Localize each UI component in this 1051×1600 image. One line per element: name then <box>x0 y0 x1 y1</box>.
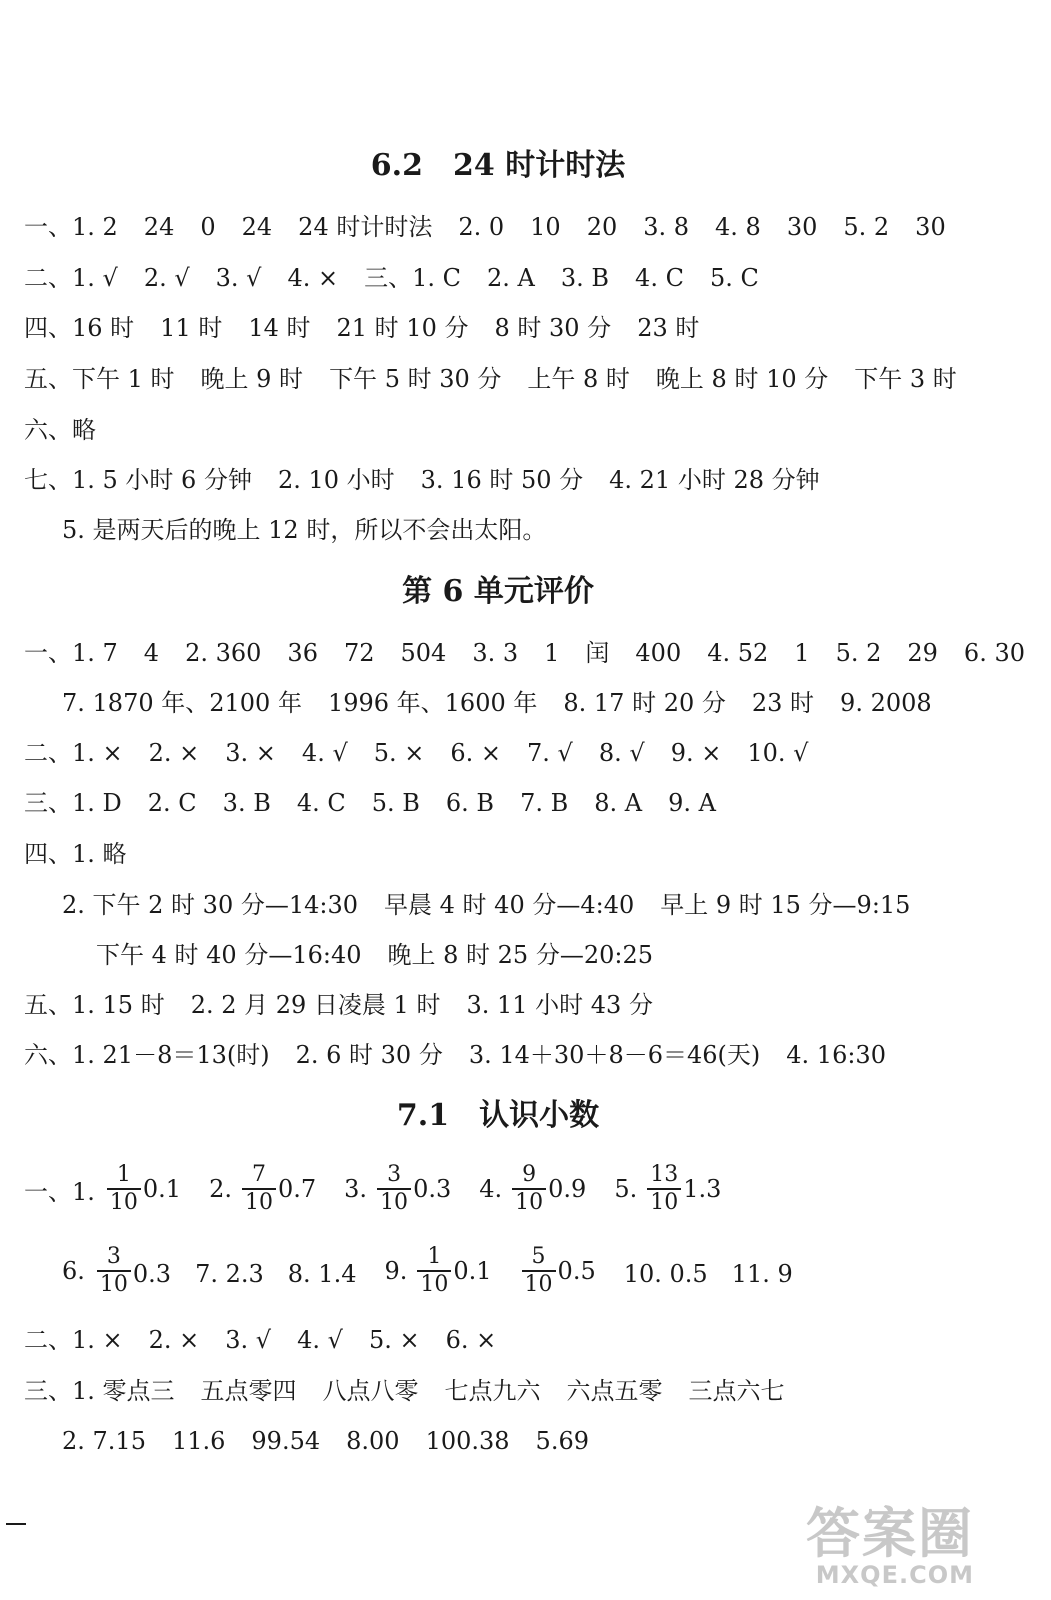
answer-token: 2. 6 时 30 分 <box>295 1041 443 1069</box>
fraction <box>377 1162 411 1216</box>
answer-token: 6. B <box>445 789 495 817</box>
fraction-denominator: 10 <box>242 1188 276 1216</box>
answer-token: 10. 0.5 11. 9 <box>623 1259 793 1288</box>
answer-token: 1 <box>794 639 810 667</box>
answer-token: 五、下午 1 时 <box>24 365 175 393</box>
answer-line <box>24 261 785 295</box>
answer-token: 七、1. 5 小时 6 分钟 <box>24 466 252 494</box>
answer-token: 36 <box>287 639 318 667</box>
answer-token: 2. A <box>487 264 535 292</box>
section-title: 24 时计时法 <box>453 148 626 183</box>
answer-token: 4. C <box>296 789 346 817</box>
answer-token: 4. × <box>287 264 339 292</box>
fraction <box>417 1244 451 1298</box>
answer-token: 8. √ <box>598 739 645 767</box>
question-number: 3. <box>344 1175 368 1203</box>
answer-token: 2. 2 月 29 日凌晨 1 时 <box>190 991 441 1019</box>
answer-token: 早上 9 时 15 分—9:15 <box>660 891 911 919</box>
answer-token: 一、1. 7 <box>24 639 118 667</box>
answer-line <box>24 362 983 396</box>
answer-token: 2. 下午 2 时 30 分—14:30 <box>62 891 359 919</box>
answer-token: 9. 2008 <box>840 689 932 717</box>
answer-token: 9. A <box>668 789 716 817</box>
fraction-denominator: 10 <box>522 1270 556 1298</box>
answer-token: 二、1. √ <box>24 264 118 292</box>
decimal-value: 0.3 <box>413 1175 452 1203</box>
answer-token: 72 <box>343 639 375 667</box>
answer-token: 4. 52 <box>707 639 769 667</box>
answer-line <box>24 837 153 871</box>
answer-token: 10. √ <box>747 739 809 767</box>
answer-token: 3. 16 时 50 分 <box>420 466 584 494</box>
answer-line <box>24 1374 811 1408</box>
answer-token: 2. × <box>148 739 200 767</box>
answer-token: 7. 1870 年、2100 年 <box>62 689 302 717</box>
answer-token: 21 时 10 分 <box>336 314 469 342</box>
answer-line <box>24 636 1051 670</box>
answer-token: 23 时 <box>637 314 700 342</box>
answer-token: 三点六七 <box>688 1377 785 1405</box>
answer-token: 下午 3 时 <box>854 365 957 393</box>
answer-token: 晚上 9 时 <box>200 365 304 393</box>
answer-token: 七点九六 <box>444 1377 541 1405</box>
fraction-denominator: 10 <box>107 1188 141 1216</box>
answer-token: 4. C <box>635 264 684 292</box>
fraction-numerator: 1 <box>116 1162 131 1187</box>
answer-token: 3. × <box>225 739 276 767</box>
answer-token: 五、1. 15 时 <box>24 991 165 1019</box>
answer-token: 8.00 <box>346 1427 400 1455</box>
fraction-numerator: 9 <box>522 1162 537 1187</box>
answer-token: 2. C <box>147 789 197 817</box>
answer-token: 六、略 <box>24 416 96 444</box>
answer-token: 5. × <box>373 739 425 767</box>
answer-token: 2. 0 <box>458 213 505 241</box>
answer-token: 早晨 4 时 40 分—4:40 <box>384 891 635 919</box>
fraction-numerator: 13 <box>650 1162 679 1187</box>
answer-token: 2. 360 <box>185 639 262 667</box>
answer-token: 20 <box>586 213 618 241</box>
answer-token: 10 <box>530 213 561 241</box>
section-heading-6-2 <box>0 146 996 186</box>
page-corner-rule <box>6 1523 26 1525</box>
question-number: 4. <box>479 1175 503 1203</box>
answer-token: 四、1. 略 <box>24 840 127 868</box>
answer-token: 5. B <box>371 789 420 817</box>
answer-token: 5.69 <box>535 1427 589 1455</box>
answer-token: 6. 30 <box>963 639 1025 667</box>
fraction-numerator: 1 <box>427 1244 442 1269</box>
answer-line <box>96 938 679 972</box>
section-heading-7-1 <box>0 1096 996 1136</box>
fraction-answer-line <box>24 1162 749 1216</box>
answer-token: 下午 5 时 30 分 <box>329 365 502 393</box>
fraction <box>647 1162 681 1216</box>
answer-token: 29 <box>907 639 938 667</box>
answer-token: 4. √ <box>297 1326 343 1354</box>
answer-token: 上午 8 时 <box>527 365 630 393</box>
answer-token: 7. B <box>520 789 569 817</box>
fraction <box>97 1244 131 1298</box>
decimal-value: 0.5 <box>557 1257 596 1285</box>
answer-token: 24 <box>241 213 273 241</box>
answer-token: 二、1. × <box>24 739 123 767</box>
answer-token: 五点零四 <box>200 1377 297 1405</box>
decimal-value: 0.7 <box>277 1175 317 1203</box>
answer-token: 1 <box>544 639 560 667</box>
answer-token: 晚上 8 时 10 分 <box>655 365 829 393</box>
answer-token: 3. 14＋30＋8－6＝46(天) <box>468 1041 761 1069</box>
answer-line <box>24 463 846 497</box>
decimal-value: 0.1 <box>142 1175 182 1203</box>
answer-token: 99.54 <box>251 1427 321 1455</box>
answer-token: 2. √ <box>143 264 190 292</box>
answer-token: 一、1. 2 <box>24 213 118 241</box>
decimal-value: 1.3 <box>683 1175 722 1203</box>
section-number: 6.2 <box>370 148 423 183</box>
answer-token: 5. 2 <box>843 213 890 241</box>
answer-line <box>24 1038 912 1072</box>
answer-token: 1996 年、1600 年 <box>327 689 538 717</box>
answer-line <box>24 736 834 770</box>
answer-token: 5. × <box>368 1326 420 1354</box>
answer-token: 11 时 <box>160 314 223 342</box>
answer-token: 4. 21 小时 28 分钟 <box>609 466 820 494</box>
answer-token: 3. 11 小时 43 分 <box>466 991 653 1019</box>
answer-token: 8. 17 时 20 分 <box>563 689 726 717</box>
answer-line <box>24 413 122 447</box>
answer-token: 4. 8 <box>715 213 761 241</box>
answer-line <box>24 311 725 345</box>
answer-token: 二、1. × <box>24 1326 123 1354</box>
decimal-value: 0.1 <box>453 1257 492 1285</box>
answer-token: 下午 4 时 40 分—16:40 <box>96 941 362 969</box>
decimal-value: 0.9 <box>548 1175 587 1203</box>
answer-line <box>24 786 742 820</box>
question-number: 5. <box>614 1175 638 1203</box>
answer-line <box>62 513 572 547</box>
answer-token: 三、1. C <box>364 264 462 292</box>
answer-line <box>24 210 972 244</box>
section-number: 7.1 <box>396 1098 450 1133</box>
answer-token: 6. × <box>450 739 502 767</box>
fraction-denominator: 10 <box>97 1270 131 1298</box>
question-number: 一、1. <box>24 1177 95 1206</box>
answer-token: 2. 10 小时 <box>277 466 395 494</box>
answer-token: 504 <box>400 639 447 667</box>
answer-token: 4. 16:30 <box>786 1041 886 1069</box>
answer-token: 11.6 <box>171 1427 226 1455</box>
answer-token: 三、1. 零点三 <box>24 1377 175 1405</box>
section-title: 第 6 单元评价 <box>402 574 594 609</box>
answer-token: 2. 7.15 <box>62 1427 146 1455</box>
answer-token: 9. × <box>670 739 722 767</box>
fraction-numerator: 3 <box>387 1162 402 1187</box>
answer-token: 30 <box>786 213 818 241</box>
answer-token: 晚上 8 时 25 分—20:25 <box>387 941 653 969</box>
fraction-denominator: 10 <box>512 1188 546 1216</box>
answer-token: 7. √ <box>527 739 573 767</box>
answer-token: 5. C <box>709 264 759 292</box>
answer-line <box>62 888 936 922</box>
answer-token: 8. A <box>594 789 643 817</box>
answer-line <box>62 1424 615 1458</box>
answer-token: 24 <box>143 213 175 241</box>
answer-token: 14 时 <box>248 314 311 342</box>
answer-token: 3. 3 <box>472 639 519 667</box>
question-number: 9. <box>384 1257 408 1285</box>
answer-token: 100.38 <box>425 1427 510 1455</box>
decimal-value: 0.3 7. 2.3 8. 1.4 <box>132 1259 357 1288</box>
watermark <box>806 1502 974 1589</box>
answer-token: 八点八零 <box>322 1377 419 1405</box>
answer-token: 四、16 时 <box>24 314 135 342</box>
answer-token: 24 时计时法 <box>298 213 433 241</box>
fraction <box>242 1162 276 1216</box>
question-number: 2. <box>209 1175 232 1203</box>
fraction <box>107 1162 141 1216</box>
answer-token: 400 <box>635 639 682 667</box>
answer-token: 5. 2 <box>835 639 882 667</box>
answer-token: 3. 8 <box>643 213 690 241</box>
answer-token: 5. 是两天后的晚上 12 时，所以不会出太阳。 <box>62 516 547 544</box>
question-number: 6. <box>62 1257 85 1285</box>
answer-token: 0 <box>200 213 216 241</box>
fraction-denominator: 10 <box>647 1188 681 1216</box>
answer-token: 六、1. 21－8＝13(时) <box>24 1041 270 1069</box>
answer-token: 4 <box>143 639 160 667</box>
answer-token: 23 时 <box>751 689 815 717</box>
fraction-answer-line <box>62 1244 821 1298</box>
fraction <box>522 1244 556 1298</box>
answer-token: 六点五零 <box>566 1377 663 1405</box>
answer-token: 6. × <box>445 1326 497 1354</box>
answer-token: 2. × <box>148 1326 200 1354</box>
section-heading-unit-6-review <box>0 572 996 612</box>
answer-token: 3. B <box>222 789 271 817</box>
section-title: 认识小数 <box>479 1098 600 1133</box>
answer-token: 3. B <box>560 264 610 292</box>
fraction <box>512 1162 546 1216</box>
answer-line <box>24 1323 522 1357</box>
answer-token: 3. √ <box>225 1326 272 1354</box>
fraction-numerator: 7 <box>251 1162 266 1187</box>
answer-token: 4. √ <box>301 739 348 767</box>
answer-token: 3. √ <box>215 264 262 292</box>
answer-token: 闰 <box>585 639 610 667</box>
fraction-denominator: 10 <box>417 1270 451 1298</box>
fraction-numerator: 3 <box>106 1244 121 1269</box>
answer-token: 三、1. D <box>24 789 122 817</box>
answer-line <box>62 686 958 720</box>
answer-line <box>24 988 679 1022</box>
fraction-denominator: 10 <box>377 1188 411 1216</box>
answer-token: 8 时 30 分 <box>494 314 612 342</box>
answer-token: 30 <box>915 213 946 241</box>
watermark-logo-text: 答案圈 <box>806 1502 974 1565</box>
watermark-url: MXQE.COM <box>815 1561 974 1589</box>
fraction-numerator: 5 <box>531 1244 546 1269</box>
